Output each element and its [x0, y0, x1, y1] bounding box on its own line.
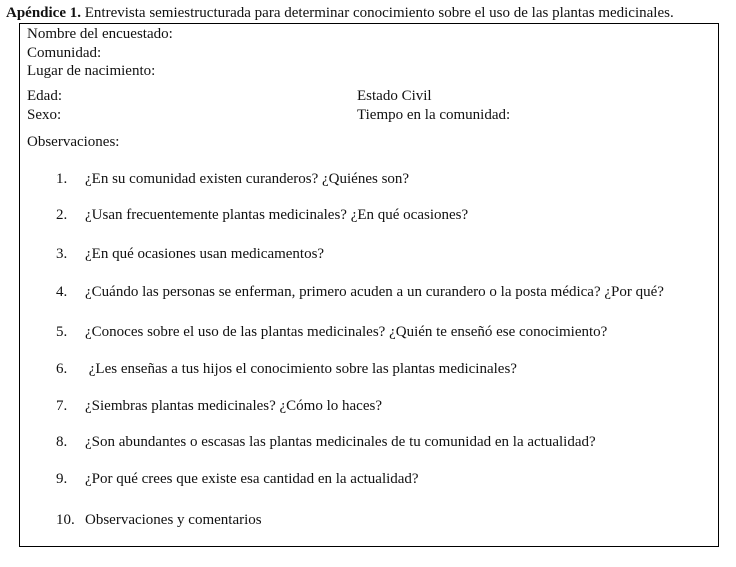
question-number: 6. [56, 361, 68, 377]
question-number: 9. [56, 471, 68, 487]
interview-form-box [19, 23, 719, 547]
question-item [56, 284, 664, 301]
question-item [56, 471, 419, 488]
question-text: ¿En qué ocasiones usan medicamentos? [85, 246, 325, 262]
question-number: 1. [56, 171, 68, 187]
field-observations-label: Observaciones: [27, 134, 120, 150]
question-item [56, 512, 262, 529]
question-number: 10. [56, 512, 75, 528]
question-number: 8. [56, 434, 68, 450]
question-item [56, 246, 324, 263]
field-sex-label: Sexo: [27, 107, 62, 123]
question-item [56, 398, 382, 415]
field-time-in-community-label: Tiempo en la comunidad: [357, 107, 511, 123]
question-number: 5. [56, 324, 68, 340]
question-text: ¿Conoces sobre el uso de las plantas medicinales? ¿Quién te enseñó ese conocimiento? [85, 324, 608, 340]
question-text: ¿Por qué crees que existe esa cantidad en la actualidad? [85, 471, 419, 487]
question-number: 3. [56, 246, 68, 262]
caption-text: Entrevista semiestructurada para determinar conocimiento sobre el uso de las plantas medicinales. [84, 5, 674, 21]
question-item [56, 361, 517, 378]
question-text: ¿Son abundantes o escasas las plantas medicinales de tu comunidad en la actualidad? [85, 434, 596, 450]
document-caption [6, 5, 674, 22]
question-number: 2. [56, 207, 68, 223]
question-item [56, 171, 409, 188]
question-text: ¿Siembras plantas medicinales? ¿Cómo lo haces? [85, 398, 382, 414]
field-birthplace-label: Lugar de nacimiento: [27, 63, 156, 79]
question-text: ¿Cuándo las personas se enferman, primero acuden a un curandero o la posta médica? ¿Por qué? [85, 284, 664, 300]
field-community-label: Comunidad: [27, 45, 102, 61]
question-item [56, 324, 607, 341]
field-age-label: Edad: [27, 88, 62, 104]
caption-label: Apéndice 1. [6, 5, 81, 21]
question-item [56, 434, 596, 451]
question-text: ¿Usan frecuentemente plantas medicinales? ¿En qué ocasiones? [85, 207, 469, 223]
question-text: ¿Les enseñas a tus hijos el conocimiento sobre las plantas medicinales? [85, 361, 517, 377]
question-item [56, 207, 468, 224]
question-text: ¿En su comunidad existen curanderos? ¿Quiénes son? [85, 171, 410, 187]
question-number: 4. [56, 284, 68, 300]
field-civil-status-label: Estado Civil [357, 88, 432, 104]
question-number: 7. [56, 398, 68, 414]
question-text: Observaciones y comentarios [85, 512, 262, 528]
field-name-label: Nombre del encuestado: [27, 26, 173, 42]
